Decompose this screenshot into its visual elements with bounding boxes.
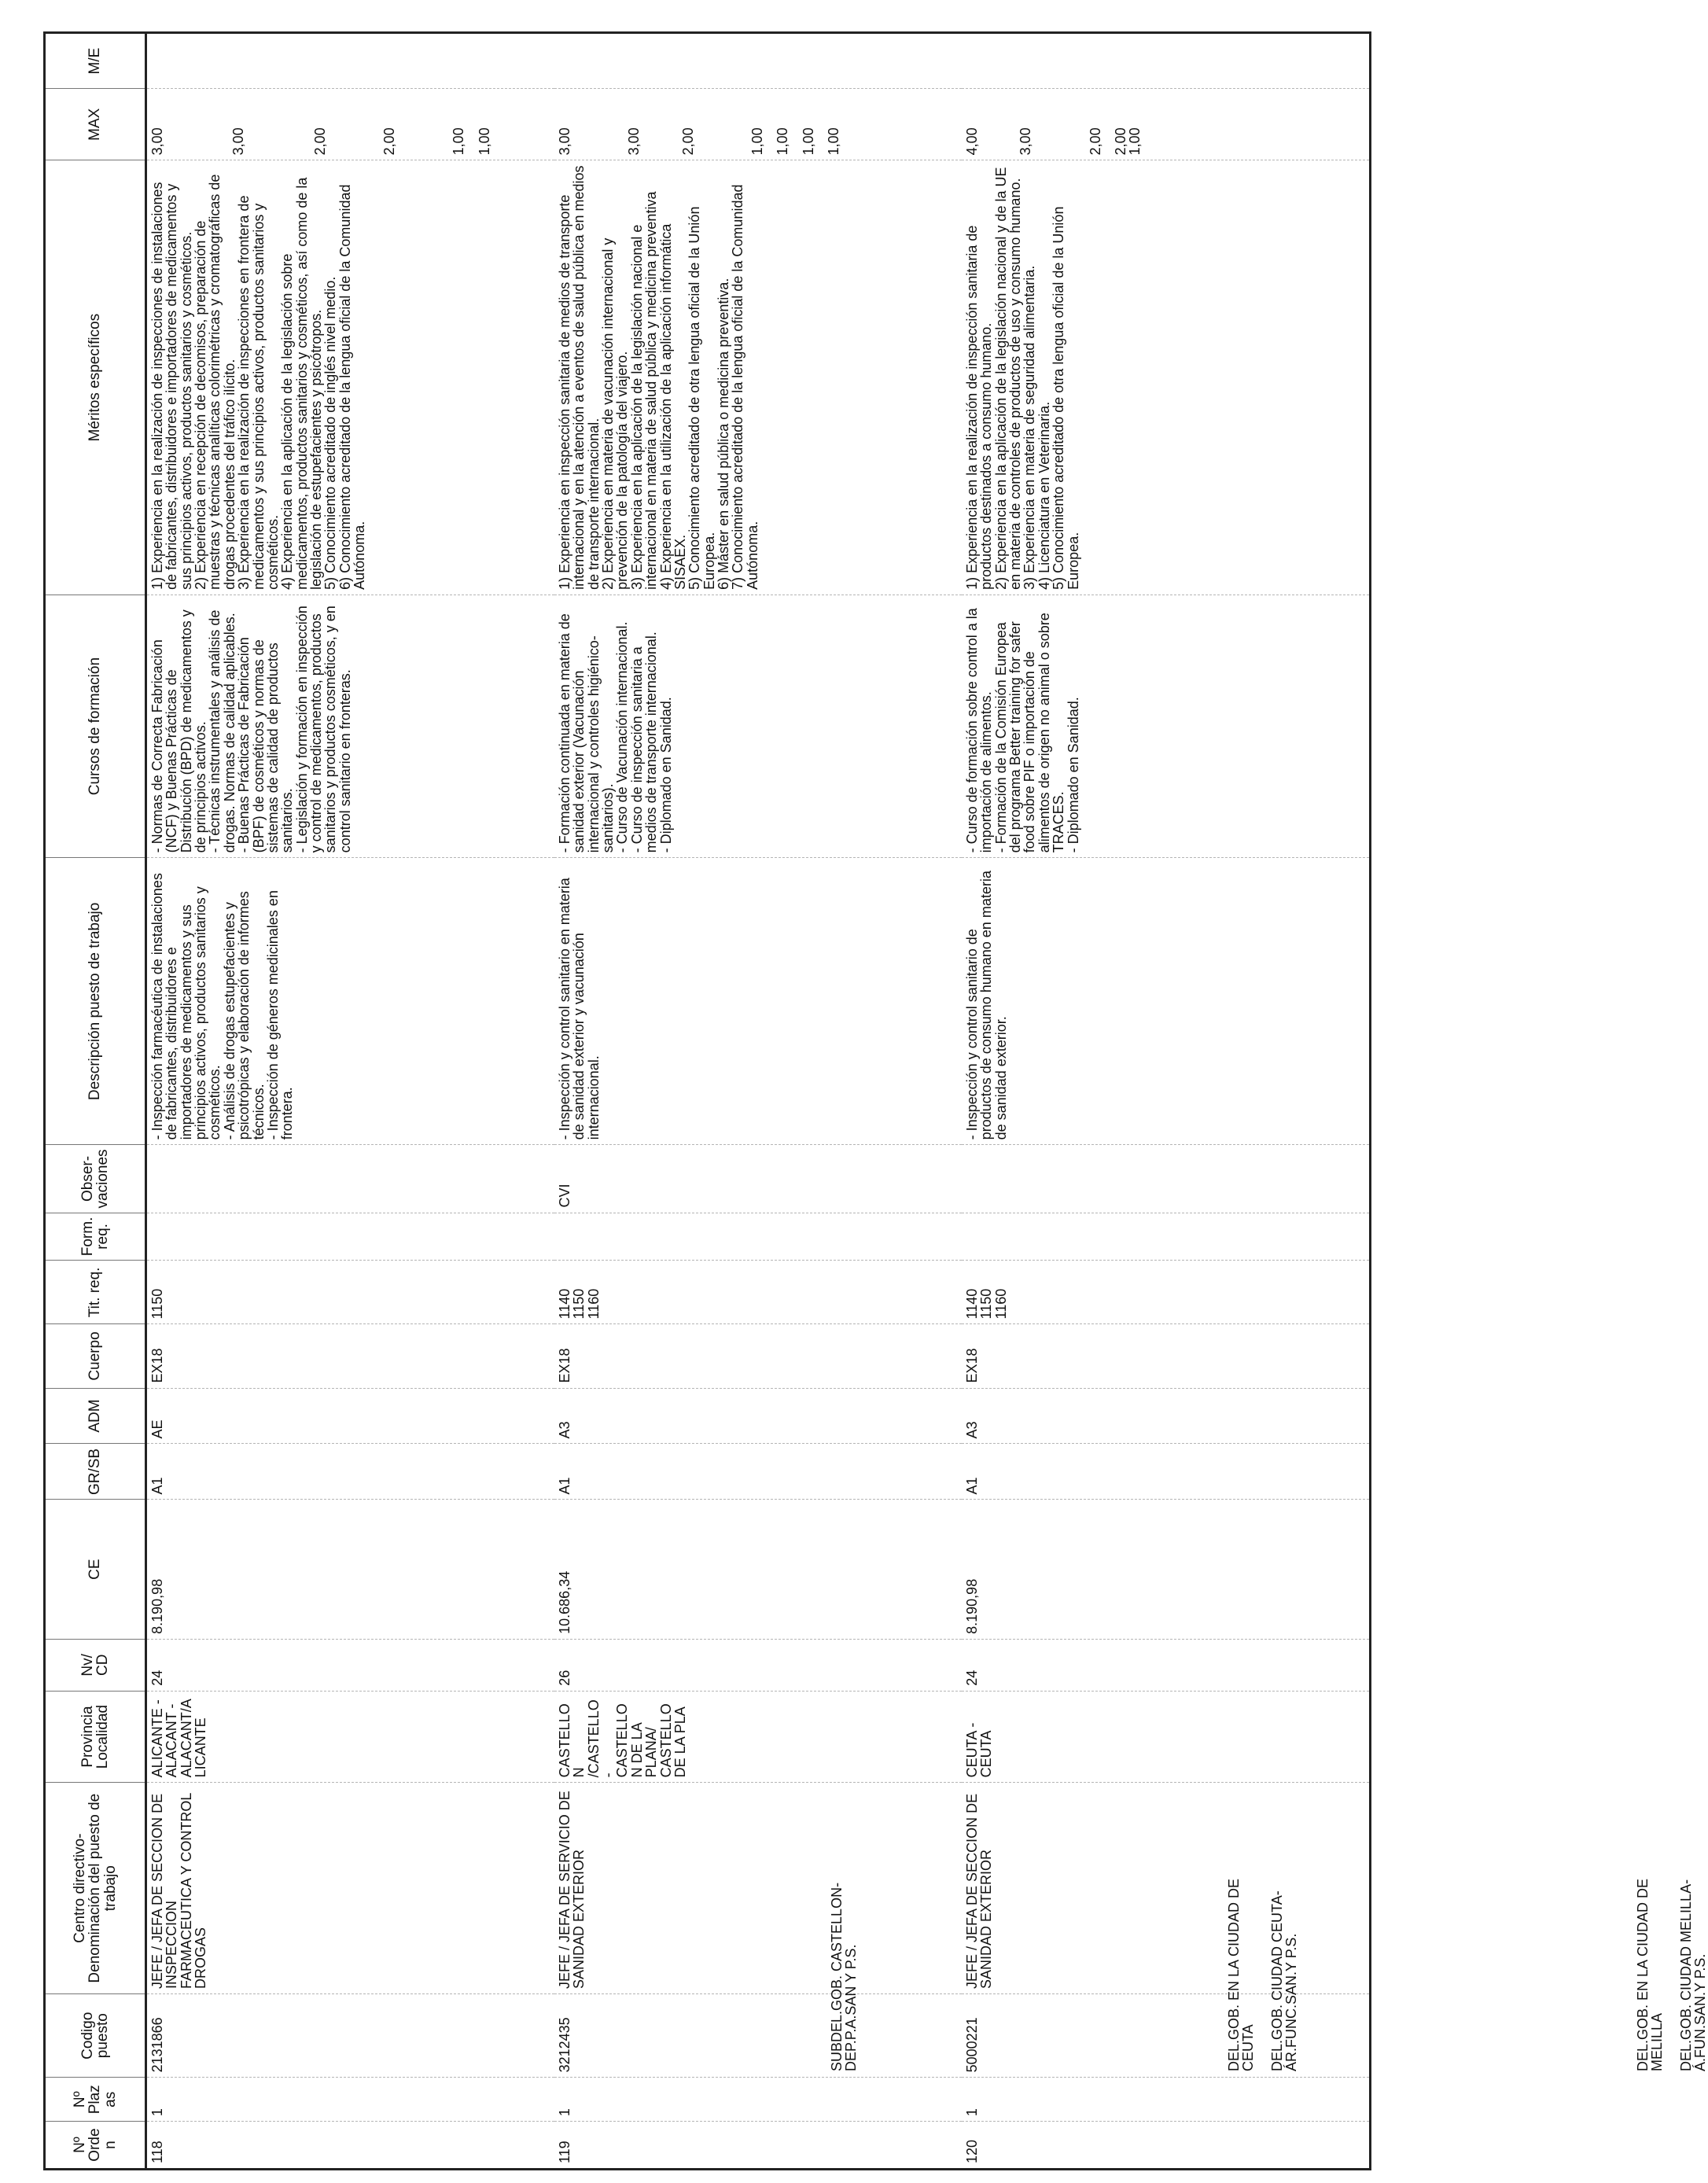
meritos-cell xyxy=(962,160,1371,595)
nivel-cell: 26 xyxy=(554,1639,962,1691)
cuerpo-cell: EX18 xyxy=(962,1324,1371,1388)
header-centro: Centro directivo-Denominación del puesto de trabajo xyxy=(45,1783,146,1994)
formacion-cell xyxy=(146,1213,555,1261)
merito-text: 7) Conocimiento acreditado de la lengua oficial de la Comunidad Autónoma. xyxy=(730,184,760,590)
titulacion-cell: 1140 1150 1160 xyxy=(554,1261,962,1324)
meritos-cell xyxy=(554,160,962,595)
max-value: 3,00 xyxy=(149,127,165,156)
plazas-cell: 1 xyxy=(962,2078,1371,2122)
max-value: 3,00 xyxy=(557,127,572,156)
table-row xyxy=(554,33,962,2170)
nivel-cell: 24 xyxy=(962,1639,1371,1691)
table-row xyxy=(146,33,555,2170)
merito-text: 2) Experiencia en la aplicación de la legislación nacional y de la UE en materia de controles de productos de uso y consumo humano. xyxy=(992,167,1024,590)
header-plazas: Nº Plazas xyxy=(45,2078,146,2122)
provincia-cell: CASTELLON /CASTELLO - CASTELLON DE LA PLANA/ CASTELLO DE LA PLA xyxy=(554,1691,962,1783)
formacion-cell xyxy=(554,1213,962,1261)
descripcion-cell: - Inspección farmacéutica de instalaciones de fabricantes, distribuidores e importadores de medicamentos y sus principios activos, productos sanitarios y cosméticos. - Análisis de drogas estupefacientes y psicotrópicas y elaboración de informes técnicos. - Inspección de géneros medicinales en frontera. xyxy=(146,858,555,1145)
positions-table xyxy=(43,31,1371,2170)
descripcion-cell: - Inspección y control sanitario en materia de sanidad exterior y vacunación internacional. xyxy=(554,858,962,1145)
merito-text: 4) Experiencia en la aplicación de la legislación sobre medicamentos, productos sanitarios y cosméticos, así como de la legislación de estupefacientes y psicótropos. xyxy=(279,177,324,590)
observaciones-cell xyxy=(146,1145,555,1213)
meritos-cell xyxy=(146,160,555,595)
cursos-cell: - Curso de formación sobre control a la importación de alimentos. - Formación de la Comisión Europea del programa Better training for safer food sobre PIF o importación de alimentos de origen no animal o sobre TRACES. - Diplomado en Sanidad. xyxy=(962,595,1371,858)
titulacion-cell: 1150 xyxy=(146,1261,555,1324)
header-cursos: Cursos de formación xyxy=(45,595,146,858)
rotated-page xyxy=(43,31,1708,2170)
max-value: 1,00 xyxy=(800,127,816,156)
codigo-cell: 2131866 xyxy=(146,1993,555,2077)
descripcion-cell: - Inspección y control sanitario de productos de consumo humano en materia de sanidad exterior. xyxy=(962,858,1371,1145)
header-orden: Nº Orden xyxy=(45,2122,146,2170)
nivel-cell: 24 xyxy=(146,1639,555,1691)
titulacion-cell: 1140 1150 1160 xyxy=(962,1261,1371,1324)
header-me: M/E xyxy=(45,33,146,89)
merito-text: 1) Experiencia en la realización de inspecciones de instalaciones de fabricantes, distribuidores e importadores de medicamentos y sus principios activos, productos sanitarios y cosméticos. xyxy=(149,182,194,590)
merito-text: 3) Experiencia en materia de seguridad alimentaria. xyxy=(1021,265,1038,590)
merito-text: 1) Experiencia en inspección sanitaria de medios de transporte internacional y en la atención a eventos de salud pública en medios de transporte internacional. xyxy=(557,165,602,590)
adm-cell: A3 xyxy=(962,1388,1371,1444)
grupo-cell: A1 xyxy=(962,1444,1371,1500)
orden-cell: 118 xyxy=(146,2122,555,2170)
centro-cell: JEFE / JEFA DE SECCION DE SANIDAD EXTERIOR xyxy=(962,1783,1371,1994)
centro-cell: JEFE / JEFA DE SECCION DE INSPECCION FARMACEUTICA Y CONTROL DROGAS xyxy=(146,1783,555,1994)
merito-text: 3) Experiencia en la realización de inspecciones en frontera de medicamentos y sus principios activos, productos sanitarios y cosméticos. xyxy=(236,195,281,590)
ce-cell: 10.686,34 xyxy=(554,1500,962,1639)
plazas-cell: 1 xyxy=(554,2078,962,2122)
cuerpo-cell: EX18 xyxy=(146,1324,555,1388)
max-value: 2,00 xyxy=(1087,127,1103,156)
codigo-cell: 3212435 xyxy=(554,1993,962,2077)
max-value: 2,00 xyxy=(1113,127,1129,156)
codigo-cell: 5000221 xyxy=(962,1993,1371,2077)
table-row xyxy=(962,33,1371,2170)
plazas-cell: 1 xyxy=(146,2078,555,2122)
provincia-cell: CEUTA - CEUTA xyxy=(962,1691,1371,1783)
centro-cell: JEFE / JEFA DE SERVICIO DE SANIDAD EXTERIOR xyxy=(554,1783,962,1994)
max-value: 3,00 xyxy=(1018,127,1034,156)
adm-cell: A3 xyxy=(554,1388,962,1444)
merito-text: 6) Conocimiento acreditado de la lengua oficial de la Comunidad Autónoma. xyxy=(337,184,368,590)
orden-cell: 119 xyxy=(554,2122,962,2170)
header-adm: ADM xyxy=(45,1388,146,1444)
cursos-cell: - Normas de Correcta Fabricación (NCF) y Buenas Prácticas de Distribución (BPD) de medicamentos y de principios activos. - Técnicas instrumentales y análisis de drogas. Normas de calidad aplicables. - Buenas Prácticas de Fabricación (BPF) de cosméticos y normas de sistemas de calidad de productos sanitarios. - Legislación y formación en inspección y control de medicamentos, productos sanitarios y productos cosméticos, y en control sanitario en fronteras. xyxy=(146,595,555,858)
me-cell xyxy=(146,33,555,89)
me-cell xyxy=(554,33,962,89)
max-value: 1,00 xyxy=(749,127,766,156)
unit-label: DEL.GOB. EN LA CIUDAD DE CEUTA DEL.GOB. CIUDAD CEUTA-ÁR.FUNC.SAN.Y P.S. xyxy=(1226,1878,1300,2071)
merito-text: 5) Conocimiento acreditado de otra lengua oficial de la Unión Europea. xyxy=(1051,206,1081,590)
cuerpo-cell: EX18 xyxy=(554,1324,962,1388)
max-value: 3,00 xyxy=(230,127,247,156)
formacion-cell xyxy=(962,1213,1371,1261)
me-cell xyxy=(962,33,1371,89)
cursos-cell: - Formación continuada en materia de sanidad exterior (Vacunación internacional y controles higiénico-sanitarios). - Curso de Vacunación internacional. - Curso de inspección sanitaria a medios de transporte internacional. - Diplomado en Sanidad. xyxy=(554,595,962,858)
max-value: 1,00 xyxy=(775,127,791,156)
orden-cell: 120 xyxy=(962,2122,1371,2170)
max-value: 2,00 xyxy=(381,127,398,156)
max-cell xyxy=(146,89,555,160)
max-cell xyxy=(554,89,962,160)
max-value: 1,00 xyxy=(1127,127,1143,156)
ce-cell: 8.190,98 xyxy=(146,1500,555,1639)
merito-text: 4) Experiencia en la utilización de la aplicación informática SISAEX. xyxy=(657,223,688,590)
max-value: 1,00 xyxy=(476,127,492,156)
provincia-cell: ALICANTE - ALACANT - ALACANT/ALICANTE xyxy=(146,1691,555,1783)
header-grupo: GR/SB xyxy=(45,1444,146,1500)
header-codigo: Codigo puesto xyxy=(45,1993,146,2077)
merito-text: 6) Máster en salud pública o medicina preventiva. xyxy=(715,278,731,590)
header-descripcion: Descripción puesto de trabajo xyxy=(45,858,146,1145)
header-max: MAX xyxy=(45,89,146,160)
unit-label: SUBDEL.GOB. CASTELLON-DEP.P.A.SAN Y P.S. xyxy=(829,1882,860,2071)
header-nivel: Nv/ CD xyxy=(45,1639,146,1691)
max-value: 1,00 xyxy=(826,127,842,156)
max-value: 4,00 xyxy=(964,127,980,156)
header-titulacion: Tit. req. xyxy=(45,1261,146,1324)
header-observaciones: Obser-vaciones xyxy=(45,1145,146,1213)
observaciones-cell xyxy=(962,1145,1371,1213)
header-formacion: Form. req. xyxy=(45,1213,146,1261)
merito-text: 5) Conocimiento acreditado de inglés nivel medio. xyxy=(322,276,339,590)
merito-text: 5) Conocimiento acreditado de otra lengua oficial de la Unión Europea. xyxy=(687,206,717,590)
merito-text: 1) Experiencia en la realización de inspección sanitaria de productos destinados a consumo humano. xyxy=(964,225,995,590)
max-value: 2,00 xyxy=(311,127,328,156)
header-row xyxy=(45,33,146,2170)
ce-cell: 8.190,98 xyxy=(962,1500,1371,1639)
merito-text: 3) Experiencia en la aplicación de la legislación nacional e internacional en materia de salud pública y medicina preventiva xyxy=(628,191,660,590)
adm-cell: AE xyxy=(146,1388,555,1444)
header-provincia: Provincia Localidad xyxy=(45,1691,146,1783)
grupo-cell: A1 xyxy=(146,1444,555,1500)
unit-label: DEL.GOB. EN LA CIUDAD DE MELILLA DEL.GOB. CIUDAD MELILLA-Á.FUN.SAN.Y P.S. xyxy=(1635,1878,1708,2071)
max-value: 3,00 xyxy=(626,127,642,156)
merito-text: 2) Experiencia en recepción de decomisos, preparación de muestras y técnicas analíticas colorimétricas y cromatográficas de drogas procedentes del tráfico ilícito. xyxy=(193,174,237,590)
header-meritos: Méritos específicos xyxy=(45,160,146,595)
header-ce: CE xyxy=(45,1500,146,1639)
max-value: 1,00 xyxy=(451,127,467,156)
max-value: 2,00 xyxy=(679,127,696,156)
observaciones-cell: CVI xyxy=(554,1145,962,1213)
merito-text: 4) Licenciatura en Veterinaria. xyxy=(1036,401,1052,590)
merito-text: 2) Experiencia en materia de vacunación internacional y prevención de la patología del viajero. xyxy=(600,237,631,590)
max-cell xyxy=(962,89,1371,160)
header-cuerpo: Cuerpo xyxy=(45,1324,146,1388)
grupo-cell: A1 xyxy=(554,1444,962,1500)
